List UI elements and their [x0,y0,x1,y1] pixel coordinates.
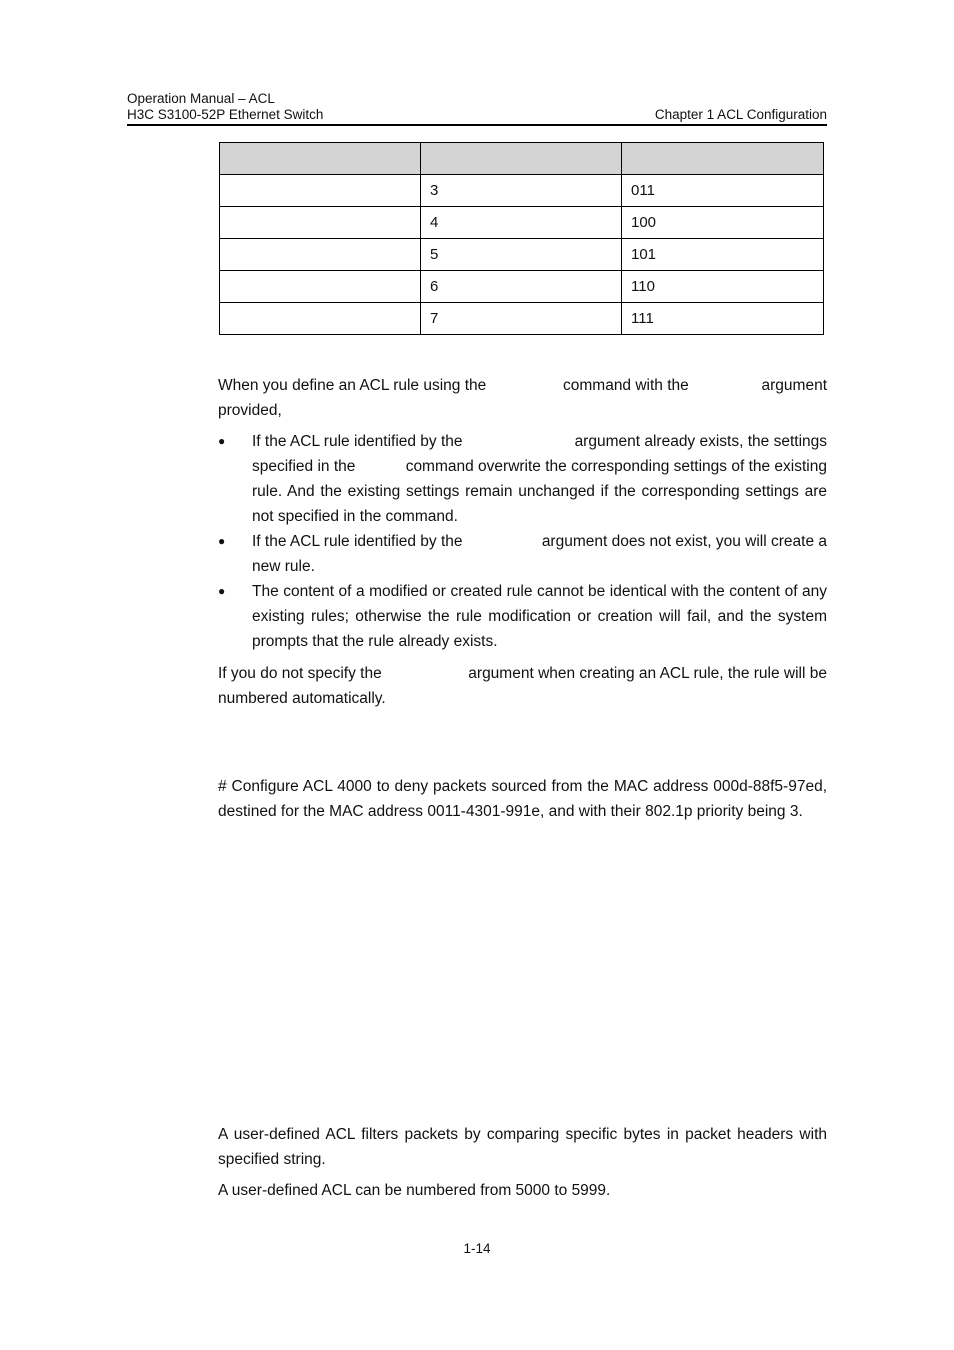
bullet-text [252,529,827,579]
bullet-dot-icon: ● [218,584,226,598]
table-row [220,303,824,335]
table-cell [220,271,421,303]
note-text-2: argument when creating an ACL rule, the rule will be [468,665,827,682]
table-cell: 100 [622,207,824,239]
table-cell: 7 [421,303,622,335]
rule-define-intro [218,373,827,423]
note-text-1: If you do not specify the [218,665,382,682]
bullet-dot-icon: ● [218,434,226,448]
bullet-text: The content of a modified or created rule cannot be identical with the content of any existing rules; otherwise the rule modification or creation will fail, and the system prompts that the rule already exists. [252,583,827,650]
bullet2-text-2: argument does not exist, you will create a [541,533,827,550]
table-cell [220,207,421,239]
bullet-item-identical-rule [218,579,827,654]
header-rule [127,124,827,126]
page-number: 1-14 [463,1241,491,1256]
table-cell: 011 [622,175,824,207]
table-cell: 5 [421,239,622,271]
bullet1-text-1: If the ACL rule identified by the [252,433,463,450]
intro-text-2: command with the [563,377,689,394]
table-cell: 110 [622,271,824,303]
intro-text-1: When you define an ACL rule using the [218,377,487,394]
table-header-cell [622,143,824,175]
user-defined-acl-description: A user-defined ACL filters packets by comparing specific bytes in packet headers with specified string. [218,1126,827,1168]
bullet-item-existing-rule [218,429,827,529]
table-row [220,175,824,207]
bullet1-text-6: not specified in the command. [252,508,458,525]
priority-table [219,142,824,335]
user-defined-acl-range: A user-defined ACL can be numbered from 5000 to 5999. [218,1182,611,1199]
product-name: H3C S3100-52P Ethernet Switch [127,107,324,122]
intro-text-3: argument [761,377,827,394]
table-cell [220,239,421,271]
intro-text-4: provided, [218,402,282,419]
table-header-row [220,143,824,175]
bullet1-text-5: rule. And the existing settings remain unchanged if the corresponding settings are [252,483,827,500]
bullet1-text-4: command overwrite the corresponding settings of the existing [405,458,827,475]
bullet-text [252,429,827,529]
bullet2-text-3: new rule. [252,558,315,575]
bullet1-text-2: argument already exists, the settings [574,433,827,450]
bullet1-text-3: specified in the [252,458,356,475]
table-cell [220,175,421,207]
bullet2-text-1: If the ACL rule identified by the [252,533,463,550]
table-cell [220,303,421,335]
table-cell: 4 [421,207,622,239]
table-row [220,207,824,239]
table-row [220,239,824,271]
table-cell: 6 [421,271,622,303]
table-header-cell [421,143,622,175]
chapter-title: Chapter 1 ACL Configuration [654,107,827,122]
table-header-cell [220,143,421,175]
table-row [220,271,824,303]
note-text-3: numbered automatically. [218,690,386,707]
bullet-dot-icon: ● [218,534,226,548]
manual-title: Operation Manual – ACL [127,91,275,106]
bullet-item-new-rule [218,529,827,579]
configuration-example: # Configure ACL 4000 to deny packets sourced from the MAC address 000d-88f5-97ed, destined for the MAC address 0011-4301-991e, and with their 802.1p priority being 3. [218,778,827,820]
table-cell: 101 [622,239,824,271]
table-cell: 3 [421,175,622,207]
table-cell: 111 [622,303,824,335]
auto-numbering-note [218,661,827,711]
